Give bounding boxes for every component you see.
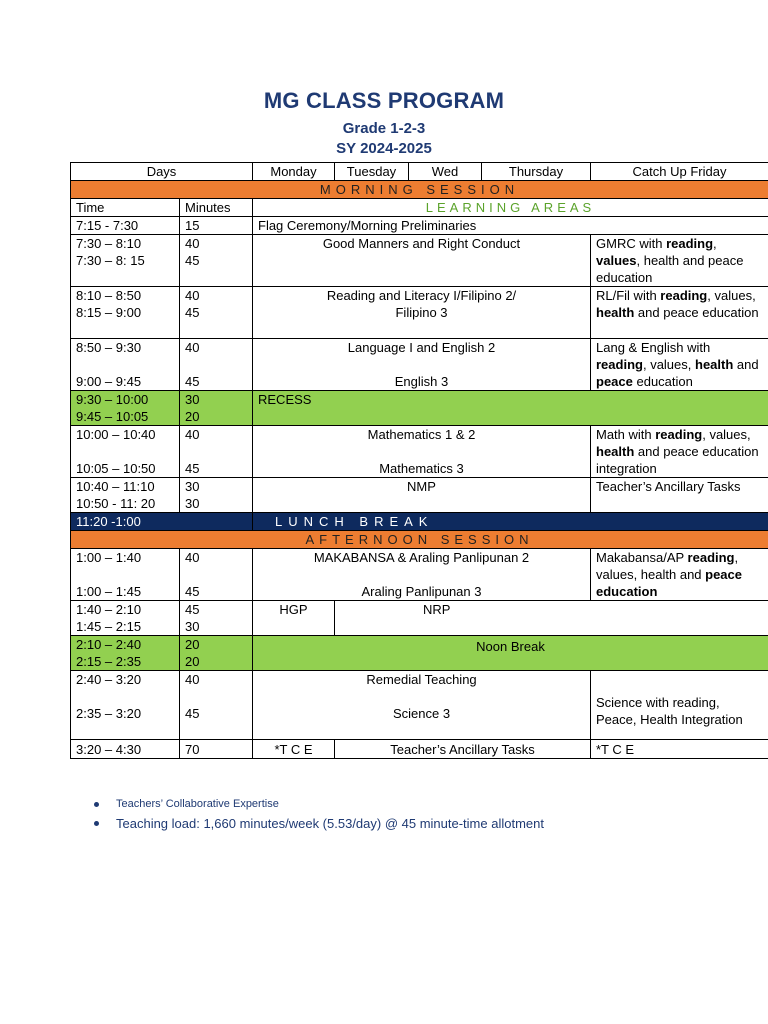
activity-primary: Language I and English 2 bbox=[347, 340, 496, 355]
time-cell bbox=[71, 339, 180, 391]
minutes-secondary: 45 bbox=[185, 305, 200, 320]
time-primary: 9:30 – 10:00 bbox=[76, 392, 149, 407]
minutes-label: Minutes bbox=[180, 199, 253, 217]
time-cell bbox=[71, 287, 180, 339]
minutes-cell bbox=[180, 426, 253, 478]
time-secondary: 7:30 – 8: 15 bbox=[76, 253, 145, 268]
minutes-cell bbox=[180, 549, 253, 601]
list-item: Teaching load: 1,660 minutes/week (5.53/day) @ 45 minute-time allotment bbox=[94, 816, 544, 831]
recess-label: RECESS bbox=[253, 391, 768, 426]
activity-cell: Teacher’s Ancillary Tasks bbox=[335, 740, 591, 759]
col-days: Days bbox=[71, 163, 253, 181]
time-secondary: 8:15 – 9:00 bbox=[76, 305, 142, 320]
minutes-secondary: 45 bbox=[185, 706, 200, 721]
time-primary: 2:40 – 3:20 bbox=[76, 672, 142, 687]
time-primary: 8:50 – 9:30 bbox=[76, 340, 142, 355]
activity-primary: MAKABANSA & Araling Panlipunan 2 bbox=[313, 550, 530, 565]
time-cell bbox=[71, 549, 180, 601]
col-catch-up-friday: Catch Up Friday bbox=[591, 163, 768, 181]
activity-cell bbox=[253, 339, 591, 391]
friday-cell: Teacher’s Ancillary Tasks bbox=[591, 478, 768, 513]
minutes-cell bbox=[180, 478, 253, 513]
friday-cell: Math with reading, values, health and peace education integration bbox=[591, 426, 768, 478]
time-primary: 1:00 – 1:40 bbox=[76, 550, 142, 565]
time-cell bbox=[71, 391, 180, 426]
activity-primary: Reading and Literacy I/Filipino 2/ bbox=[326, 288, 517, 303]
friday-cell: Makabansa/AP reading, values, health and peace education bbox=[591, 549, 768, 601]
table-row bbox=[71, 549, 768, 601]
table-row bbox=[71, 339, 768, 391]
noon-break-label: Noon Break bbox=[253, 636, 768, 671]
friday-cell: Lang & English with reading, values, health and peace education bbox=[591, 339, 768, 391]
noon-break-row bbox=[71, 636, 768, 671]
minutes-primary: 40 bbox=[185, 288, 200, 303]
minutes-secondary: 45 bbox=[185, 253, 200, 268]
afternoon-session-label: AFTERNOON SESSION bbox=[71, 531, 768, 549]
minutes-cell bbox=[180, 601, 253, 636]
list-item: Teachers’ Collaborative Expertise bbox=[94, 798, 544, 816]
lunch-break-row bbox=[71, 513, 768, 531]
minutes-cell bbox=[180, 287, 253, 339]
activity-cell: Good Manners and Right Conduct bbox=[253, 235, 591, 287]
col-monday: Monday bbox=[253, 163, 335, 181]
time-primary: 10:40 – 11:10 bbox=[76, 479, 155, 494]
time-label: Time bbox=[71, 199, 180, 217]
activity-cell bbox=[253, 287, 591, 339]
tce-monday-cell: *T C E bbox=[253, 740, 335, 759]
table-row bbox=[71, 671, 768, 740]
lunch-time: 11:20 -1:00 bbox=[71, 513, 253, 531]
minutes-cell bbox=[180, 671, 253, 740]
minutes-cell bbox=[180, 339, 253, 391]
activity-secondary: Mathematics 3 bbox=[379, 461, 464, 476]
hgp-cell: HGP bbox=[253, 601, 335, 636]
col-tuesday: Tuesday bbox=[335, 163, 409, 181]
time-secondary: 9:00 – 9:45 bbox=[76, 374, 142, 389]
minutes-cell bbox=[180, 636, 253, 671]
school-year-subtitle: SY 2024-2025 bbox=[336, 140, 432, 157]
time-primary: 7:30 – 8:10 bbox=[76, 236, 142, 251]
morning-session-label: MORNING SESSION bbox=[71, 181, 768, 199]
friday-cell: GMRC with reading, values, health and peace education bbox=[591, 235, 768, 287]
minutes-primary: 40 bbox=[185, 236, 200, 251]
time-primary: 8:10 – 8:50 bbox=[76, 288, 142, 303]
friday-cell: RL/Fil with reading, values, health and peace education bbox=[591, 287, 768, 339]
minutes-secondary: 45 bbox=[185, 374, 200, 389]
activity-secondary: English 3 bbox=[394, 374, 449, 389]
minutes-primary: 30 bbox=[185, 479, 200, 494]
subheader-row bbox=[71, 199, 768, 217]
minutes-cell: 70 bbox=[180, 740, 253, 759]
activity-primary: Mathematics 1 & 2 bbox=[367, 427, 476, 442]
minutes-primary: 45 bbox=[185, 602, 200, 617]
time-cell: 7:15 - 7:30 bbox=[71, 217, 180, 235]
notes-list bbox=[94, 798, 544, 831]
time-primary: 10:00 – 10:40 bbox=[76, 427, 156, 442]
minutes-primary: 40 bbox=[185, 427, 200, 442]
tce-friday-cell: *T C E bbox=[591, 740, 768, 759]
minutes-secondary: 45 bbox=[185, 461, 200, 476]
time-primary: 2:10 – 2:40 bbox=[76, 637, 142, 652]
minutes-primary: 40 bbox=[185, 340, 200, 355]
time-secondary: 1:45 – 2:15 bbox=[76, 619, 142, 634]
col-thursday: Thursday bbox=[482, 163, 591, 181]
minutes-secondary: 20 bbox=[185, 409, 200, 424]
minutes-primary: 30 bbox=[185, 392, 200, 407]
time-cell: 3:20 – 4:30 bbox=[71, 740, 180, 759]
time-primary: 1:40 – 2:10 bbox=[76, 602, 142, 617]
minutes-secondary: 45 bbox=[185, 584, 200, 599]
time-secondary: 9:45 – 10:05 bbox=[76, 409, 149, 424]
minutes-cell bbox=[180, 235, 253, 287]
table-row bbox=[71, 426, 768, 478]
time-cell bbox=[71, 636, 180, 671]
class-program-table bbox=[70, 162, 768, 759]
time-secondary: 10:50 - 11: 20 bbox=[76, 496, 156, 511]
lunch-break-label: LUNCH BREAK bbox=[253, 513, 768, 531]
activity-primary: Remedial Teaching bbox=[366, 672, 477, 687]
page-title: MG CLASS PROGRAM bbox=[263, 88, 505, 113]
morning-session-bar bbox=[71, 181, 768, 199]
col-wed: Wed bbox=[409, 163, 482, 181]
minutes-cell bbox=[180, 391, 253, 426]
minutes-primary: 40 bbox=[185, 672, 200, 687]
recess-row bbox=[71, 391, 768, 426]
activity-secondary: Araling Panlipunan 3 bbox=[361, 584, 482, 599]
nrp-cell: NRP bbox=[335, 601, 768, 636]
activity-cell bbox=[253, 671, 591, 740]
activity-cell: NMP bbox=[253, 478, 591, 513]
activity-cell: Flag Ceremony/Morning Preliminaries bbox=[253, 217, 768, 235]
time-cell bbox=[71, 478, 180, 513]
time-secondary: 1:00 – 1:45 bbox=[76, 584, 142, 599]
activity-cell bbox=[253, 426, 591, 478]
table-row bbox=[71, 478, 768, 513]
minutes-secondary: 30 bbox=[185, 619, 200, 634]
time-cell bbox=[71, 601, 180, 636]
activity-secondary: Filipino 3 bbox=[395, 305, 448, 320]
time-cell bbox=[71, 235, 180, 287]
time-cell bbox=[71, 671, 180, 740]
table-row bbox=[71, 601, 768, 636]
grade-subtitle: Grade 1-2-3 bbox=[342, 120, 426, 137]
minutes-primary: 20 bbox=[185, 637, 200, 652]
activity-secondary: Science 3 bbox=[392, 706, 451, 721]
table-row bbox=[71, 235, 768, 287]
activity-cell bbox=[253, 549, 591, 601]
time-cell bbox=[71, 426, 180, 478]
time-secondary: 10:05 – 10:50 bbox=[76, 461, 156, 476]
learning-areas-label: LEARNING AREAS bbox=[253, 199, 768, 217]
afternoon-session-bar bbox=[71, 531, 768, 549]
minutes-secondary: 20 bbox=[185, 654, 200, 669]
table-row bbox=[71, 740, 768, 759]
table-row bbox=[71, 287, 768, 339]
minutes-secondary: 30 bbox=[185, 496, 200, 511]
time-secondary: 2:15 – 2:35 bbox=[76, 654, 142, 669]
minutes-cell: 15 bbox=[180, 217, 253, 235]
header-row bbox=[71, 163, 768, 181]
table-row bbox=[71, 217, 768, 235]
friday-cell: Science with reading, Peace, Health Integration bbox=[591, 671, 768, 740]
time-secondary: 2:35 – 3:20 bbox=[76, 706, 142, 721]
minutes-primary: 40 bbox=[185, 550, 200, 565]
